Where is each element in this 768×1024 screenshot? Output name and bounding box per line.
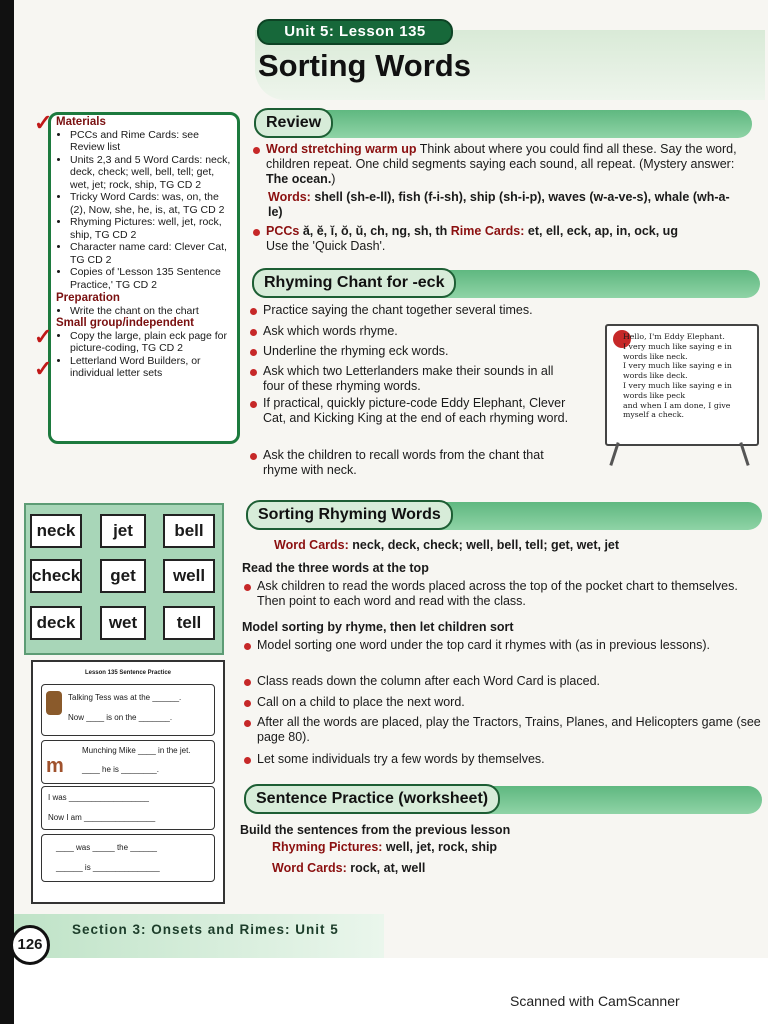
practice-heading: Sentence Practice (worksheet) [244,784,500,814]
worksheet-row [41,684,215,736]
small-group-item: • Copy the large, plain eck page for picture-coding, TG CD 2 [70,330,234,355]
small-group-item: • Letterland Word Builders, or individual letter sets [70,355,234,380]
materials-list [56,116,234,380]
chant-item [263,344,573,359]
worksheet-line: ____ was _____ the ______ [56,843,157,852]
preparation-heading: Preparation [56,292,120,304]
chant-line: Hello, I'm Eddy Elephant. [623,332,725,341]
review-pccs [266,224,756,254]
practice-sub: Build the sentences from the previous lesson [240,823,511,837]
bullet-text: Ask which words rhyme. [263,324,398,338]
page-spine [0,0,14,1024]
bullet-text: Ask children to read the words placed across the top of the pocket chart to themselves. Then point to each word and read with the class. [257,579,738,608]
chant-line: I very much like saying e in [623,361,732,371]
worksheet-row [41,834,215,882]
materials-item: • Copies of 'Lesson 135 Sentence Practice,' TG CD 2 [70,266,234,291]
worksheet-line: ______ is _______________ [56,863,160,872]
words-label: Words: [268,190,311,204]
munching-mike-icon: m [46,755,64,777]
mystery-answer: The ocean. [266,172,332,186]
materials-item: • Units 2,3 and 5 Word Cards: neck, deck, check; well, bell, tell; get, wet, jet; rock, ship, TG CD 2 [70,154,234,192]
bullet-icon [250,329,257,336]
sorting-item [257,674,767,689]
bullet-icon [244,720,251,727]
words-text: shell (sh-e-ll), fish (f-i-sh), ship (sh-i-p), waves (w-a-ve-s), whale (wh-a-le) [268,190,730,219]
scanner-watermark: Scanned with CamScanner [510,993,680,1009]
word-card: check [30,559,82,593]
bullet-icon [244,757,251,764]
chant-item [263,448,573,478]
sorting-word-cards [274,538,744,553]
rime-text: et, ell, eck, ap, in, ock, ug [527,224,678,238]
bullet-text: Practice saying the chant together several times. [263,303,533,317]
review-words [268,190,738,220]
practice-cards [272,861,742,876]
sorting-item [257,579,757,609]
bullet-text: Class reads down the column after each Word Card is placed. [257,674,600,688]
word-cards-text: neck, deck, check; well, bell, tell; get, wet, jet [352,538,620,552]
worksheet-line: Now I am ________________ [48,813,156,822]
materials-item: • Character name card: Clever Cat, TG CD 2 [70,241,234,266]
bullet-icon [253,147,260,154]
bullet-icon [250,349,257,356]
bullet-icon [253,229,260,236]
word-card: bell [163,514,215,548]
word-card: get [100,559,146,593]
bullet-text: Ask the children to recall words from the chant that rhyme with neck. [263,448,544,477]
bullet-icon [250,308,257,315]
unit-label: Unit 5: Lesson 135 [257,19,453,45]
bullet-text: Model sorting one word under the top card it rhymes with (as in previous lessons). [257,638,710,652]
chant-item [263,303,573,318]
bullet-icon [244,679,251,686]
checkmark-icon: ✓ [34,356,53,381]
materials-item: • Rhyming Pictures: well, jet, rock, ship, TG CD 2 [70,216,234,241]
bullet-text: Call on a child to place the next word. [257,695,465,709]
practice-pictures [272,840,742,855]
bullet-icon [250,401,257,408]
checkmark-icon: ✓ [34,324,53,349]
materials-item: • Tricky Word Cards: was, on, the (2), Now, she, he, is, at, TG CD 2 [70,191,234,216]
chant-line: words like deck. [623,371,688,381]
word-card: well [163,559,215,593]
worksheet-line: ____ he is ________. [82,765,159,774]
sorting-item [257,695,767,710]
word-card: wet [100,606,146,640]
talking-tess-icon [46,691,62,715]
worksheet-line: I was __________________ [48,793,149,802]
chant-item [263,364,573,394]
bullet-text: Underline the rhyming eck words. [263,344,449,358]
chant-item [263,324,573,339]
bullet-icon [244,700,251,707]
chant-heading: Rhyming Chant for -eck [252,268,456,298]
chant-line: words like neck. [623,351,688,361]
sorting-sub1: Read the three words at the top [242,561,429,575]
word-card: neck [30,514,82,548]
word-cards-label: Word Cards: [274,538,349,552]
worksheet-line: Munching Mike ____ in the jet. [82,746,191,755]
preparation-items [56,305,234,318]
bullet-icon [244,584,251,591]
sorting-item [257,752,767,767]
sorting-item [257,638,767,653]
quick-dash-text: Use the 'Quick Dash'. [266,239,386,253]
worksheet-row [41,786,215,830]
worksheet-title: Lesson 135 Sentence Practice [84,670,172,676]
sorting-heading: Sorting Rhyming Words [246,500,453,530]
bullet-text: Let some individuals try a few words by themselves. [257,752,545,766]
chant-line: I very much like saying e in [623,380,732,390]
chant-line: I very much like saying e in [623,341,732,351]
worksheet-line: Talking Tess was at the ______. [68,693,182,702]
materials-item: • PCCs and Rime Cards: see Review list [70,129,234,154]
chant-line: words like peck [623,390,686,400]
practice-cards-text: rock, at, well [350,861,426,875]
bullet-text: After all the words are placed, play the Tractors, Trains, Planes, and Helicopters game (see page 80). [257,715,761,744]
bullet-icon [250,453,257,460]
bullet-text: Ask which two Letterlanders make their sounds in all four of these rhyming words. [263,364,554,393]
pcc-label: PCCs [266,224,300,238]
sorting-sub2: Model sorting by rhyme, then let children sort [242,620,514,634]
chant-text [623,332,753,420]
warmup-text: Think about where you could find all these. Say the word, children repeat. One child segments saying each sound, all repeat. (Mystery answer: [266,142,737,171]
small-group-heading: Small group/independent [56,317,195,329]
section-footer: Section 3: Onsets and Rimes: Unit 5 [72,922,339,937]
chant-line: myself a check. [623,410,684,420]
small-group-items [56,330,234,380]
page-title: Sorting Words [258,48,471,83]
word-card: tell [163,606,215,640]
sorting-item [257,715,767,745]
bullet-icon [250,369,257,376]
preparation-item: • Write the chant on the chart [70,305,234,318]
worksheet-line: Now ____ is on the _______. [68,713,173,722]
worksheet-row [41,740,215,784]
chant-easel [593,318,765,466]
chant-item [263,396,573,426]
rime-label: Rime Cards: [450,224,525,238]
warmup-close: ) [331,172,336,186]
page-number: 126 [10,925,50,965]
warmup-label: Word stretching warm up [266,142,417,156]
worksheet-thumbnail [31,660,225,904]
materials-items [56,129,234,292]
practice-cards-label: Word Cards: [272,861,347,875]
review-bullet [266,142,756,187]
materials-heading: Materials [56,116,106,128]
rhyming-pictures-text: well, jet, rock, ship [385,840,498,854]
bullet-icon [244,643,251,650]
bullet-text: If practical, quickly picture-code Eddy Elephant, Clever Cat, and Kicking King at the end of each rhyming word. [263,396,569,425]
chant-line: and when I am done, I give [623,400,731,410]
checkmark-icon: ✓ [34,110,53,135]
review-heading: Review [254,108,333,138]
rhyming-pictures-label: Rhyming Pictures: [272,840,383,854]
word-card: jet [100,514,146,548]
word-card: deck [30,606,82,640]
pcc-text: ă, ĕ, ĭ, ŏ, ŭ, ch, ng, sh, th [302,224,448,238]
